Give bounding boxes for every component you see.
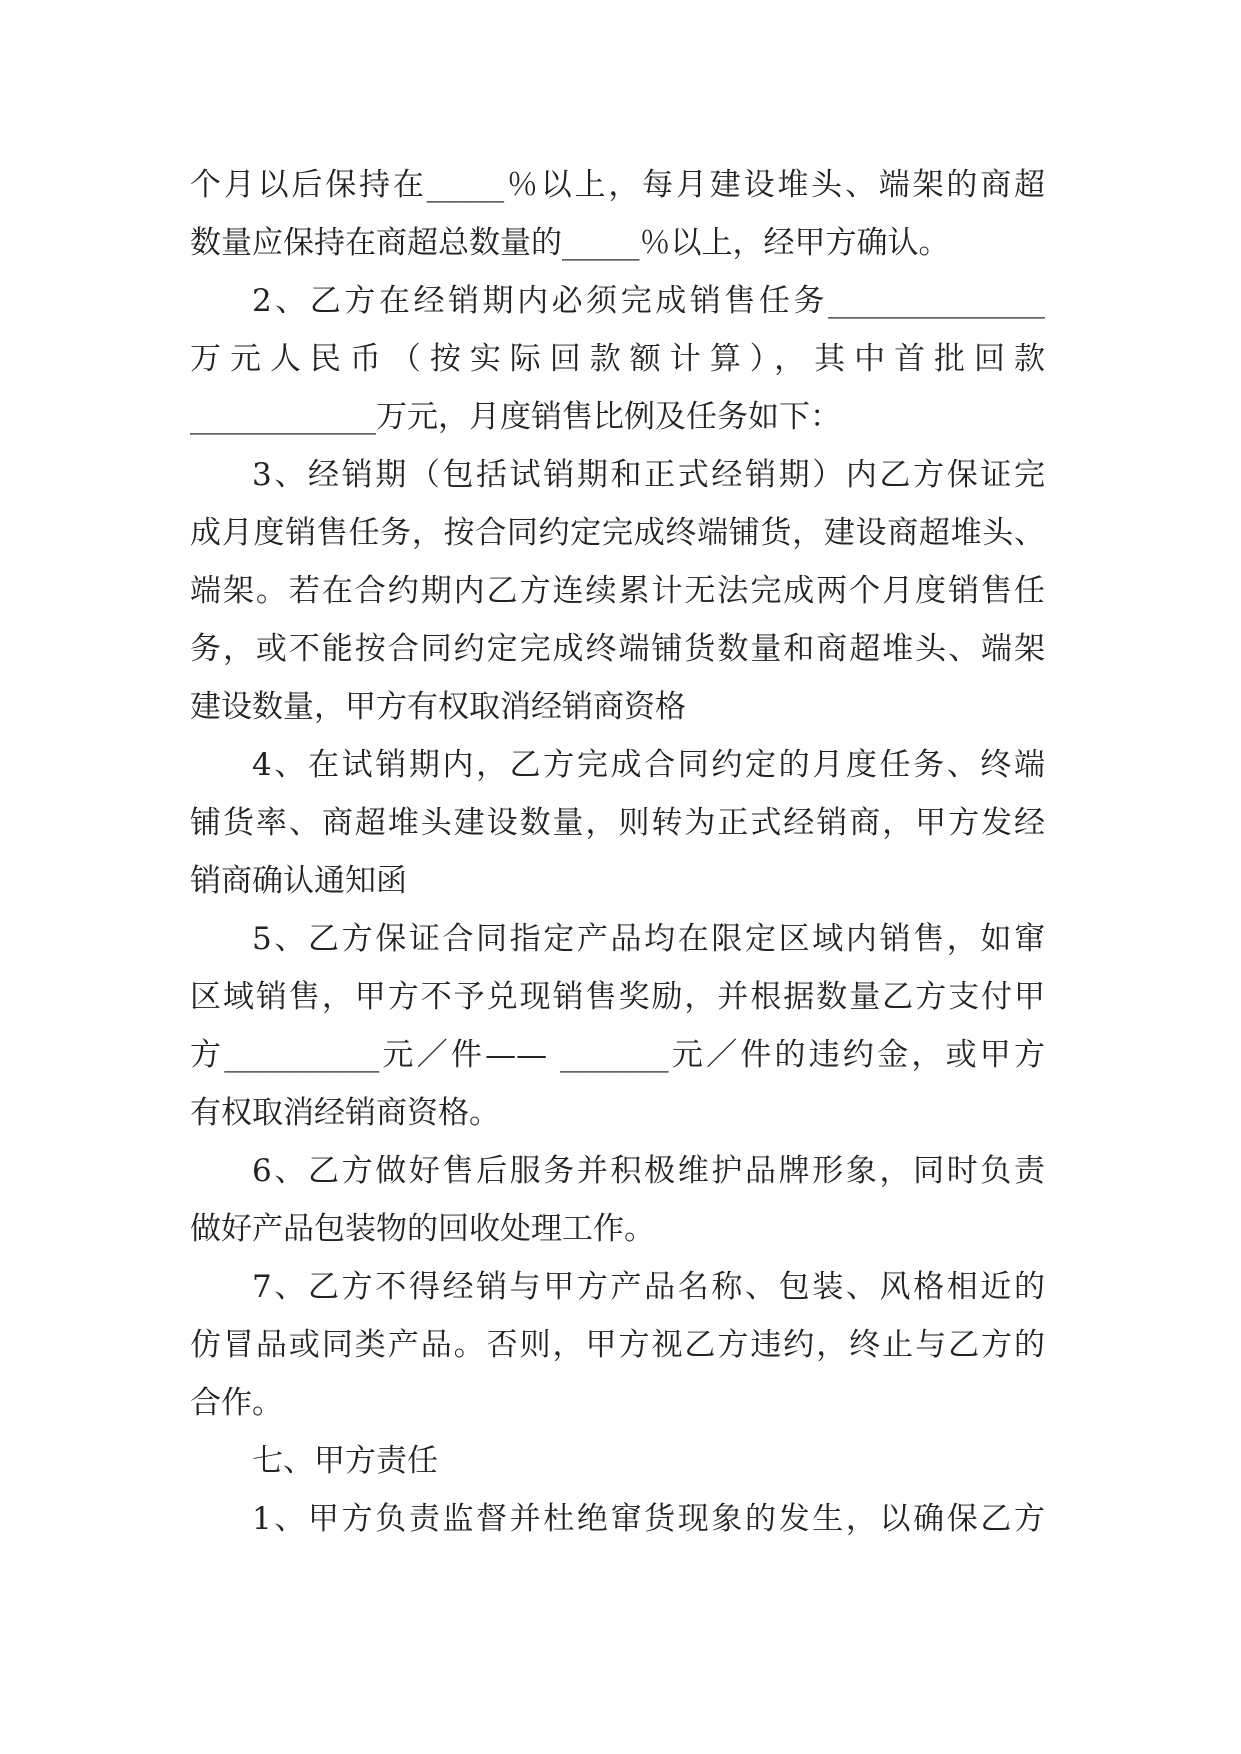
body-text-line: 方__________元／件—— _______元／件的违约金，或甲方 (190, 1037, 1045, 1073)
section-heading: 七、甲方责任 (252, 1443, 438, 1479)
body-text-line: 7、乙方不得经销与甲方产品名称、包装、风格相近的 (252, 1269, 1045, 1305)
body-text-line: 做好产品包装物的回收处理工作。 (190, 1211, 655, 1247)
body-text-line: 销商确认通知函 (190, 863, 407, 899)
body-text-line: 2、乙方在经销期内必须完成销售任务______________ (252, 283, 1045, 319)
body-text-line: 有权取消经销商资格。 (190, 1095, 500, 1131)
body-text-line: 4、在试销期内，乙方完成合同约定的月度任务、终端 (252, 747, 1045, 783)
body-text-line: 仿冒品或同类产品。否则，甲方视乙方违约，终止与乙方的 (190, 1327, 1045, 1363)
body-text-line: ____________万元，月度销售比例及任务如下： (190, 399, 841, 435)
body-text-line: 建设数量，甲方有权取消经销商资格 (190, 689, 686, 725)
body-text-line: 成月度销售任务，按合同约定完成终端铺货，建设商超堆头、 (190, 515, 1045, 551)
body-text-line: 合作。 (190, 1385, 283, 1421)
body-text-line: 6、乙方做好售后服务并积极维护品牌形象，同时负责 (252, 1153, 1045, 1189)
body-text-line: 1、甲方负责监督并杜绝窜货现象的发生，以确保乙方 (252, 1501, 1045, 1537)
body-text-line: 端架。若在合约期内乙方连续累计无法完成两个月度销售任 (190, 573, 1045, 609)
body-text-line: 5、乙方保证合同指定产品均在限定区域内销售，如窜 (252, 921, 1045, 957)
body-text-line: 3、经销期（包括试销期和正式经销期）内乙方保证完 (252, 457, 1045, 493)
body-text-line: 务，或不能按合同约定完成终端铺货数量和商超堆头、端架 (190, 631, 1045, 667)
body-text-line: 铺货率、商超堆头建设数量，则转为正式经销商，甲方发经 (190, 805, 1045, 841)
body-text-line: 万元人民币（按实际回款额计算），其中首批回款 (190, 341, 1045, 377)
body-text-line: 数量应保持在商超总数量的_____％以上，经甲方确认。 (190, 225, 950, 261)
body-text-line: 个月以后保持在_____％以上，每月建设堆头、端架的商超 (190, 167, 1045, 203)
body-text-line: 区域销售，甲方不予兑现销售奖励，并根据数量乙方支付甲 (190, 979, 1045, 1015)
